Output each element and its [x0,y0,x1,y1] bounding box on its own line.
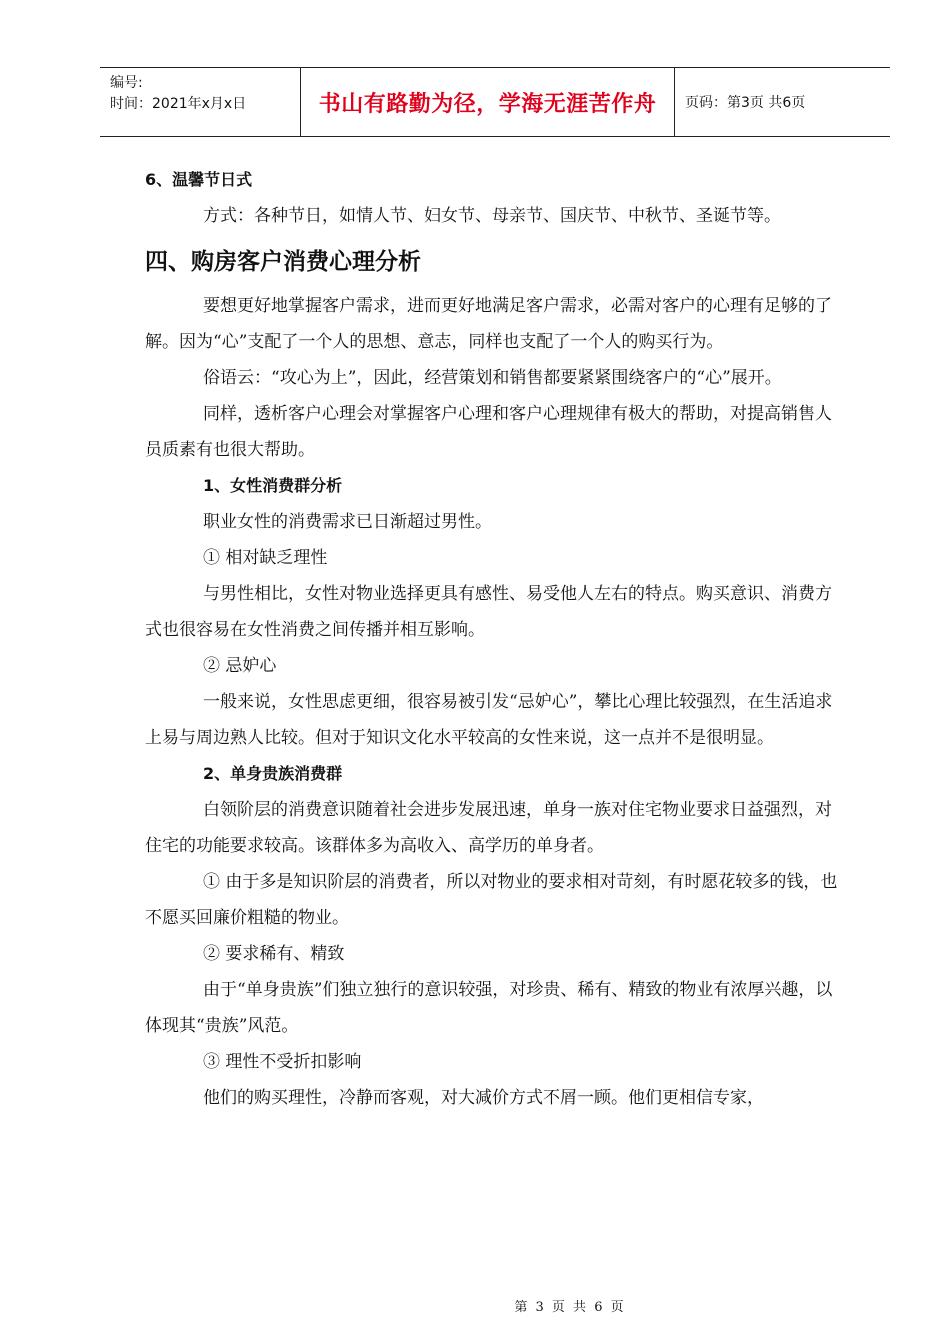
header-meta-cell [100,68,301,136]
paragraph: 他们的购买理性，冷静而客观，对大减价方式不屑一顾。他们更相信专家， [203,1088,764,1108]
paragraph: 同样，透析客户心理会对掌握客户心理和客户心理规律有极大的帮助，对提高销售人员质素有也很大帮助。 [145,404,832,460]
paragraph: 与男性相比，女性对物业选择更具有感性、易受他人左右的特点。购买意识、消费方式也很容易在女性消费之间传播并相互影响。 [145,584,832,640]
paragraph: ③ 理性不受折扣影响 [203,1052,362,1072]
subsection-heading: 6、温馨节日式 [145,170,253,189]
paragraph: 方式：各种节日，如情人节、妇女节、母亲节、国庆节、中秋节、圣诞节等。 [203,206,781,226]
page-footer: 第 3 页 共 6 页 [514,1300,626,1315]
paragraph: 由于“单身贵族”们独立独行的意识较强，对珍贵、稀有、精致的物业有浓厚兴趣，以体现其“贵族”风范。 [145,980,833,1036]
subsection-heading: 2、单身贵族消费群 [203,764,343,783]
header-motto: 书山有路勤为径，学海无涯苦作舟 [301,68,675,136]
paragraph: 一般来说，女性思虑更细，很容易被引发“忌妒心”，攀比心理比较强烈，在生活追求上易与周边熟人比较。但对于知识文化水平较高的女性来说，这一点并不是很明显。 [145,692,833,748]
paragraph: 职业女性的消费需求已日渐超过男性。 [203,512,492,532]
subsection-heading: 1、女性消费群分析 [203,476,343,495]
paragraph: 白领阶层的消费意识随着社会进步发展迅速，单身一族对住宅物业要求日益强烈，对住宅的功能要求较高。该群体多为高收入、高学历的单身者。 [145,800,832,856]
paragraph: ② 忌妒心 [203,656,277,676]
header-page-label: 页码：第3页 共6页 [685,95,806,111]
section-heading: 四、购房客户消费心理分析 [145,249,421,275]
paragraph: ② 要求稀有、精致 [203,944,345,964]
document-number-label: 编号: [110,75,143,91]
page-header [100,67,890,137]
paragraph: ① 相对缺乏理性 [203,548,328,568]
document-date-label: 时间：2021年x月x日 [110,96,247,112]
paragraph: 俗语云：“攻心为上”，因此，经营策划和销售都要紧紧围绕客户的“心”展开。 [203,368,782,388]
document-body [145,162,845,1116]
paragraph: ① 由于多是知识阶层的消费者，所以对物业的要求相对苛刻，有时愿花较多的钱，也不愿买回廉价粗糙的物业。 [145,872,838,928]
paragraph: 要想更好地掌握客户需求，进而更好地满足客户需求，必需对客户的心理有足够的了解。因为“心”支配了一个人的思想、意志，同样也支配了一个人的购买行为。 [145,296,832,352]
